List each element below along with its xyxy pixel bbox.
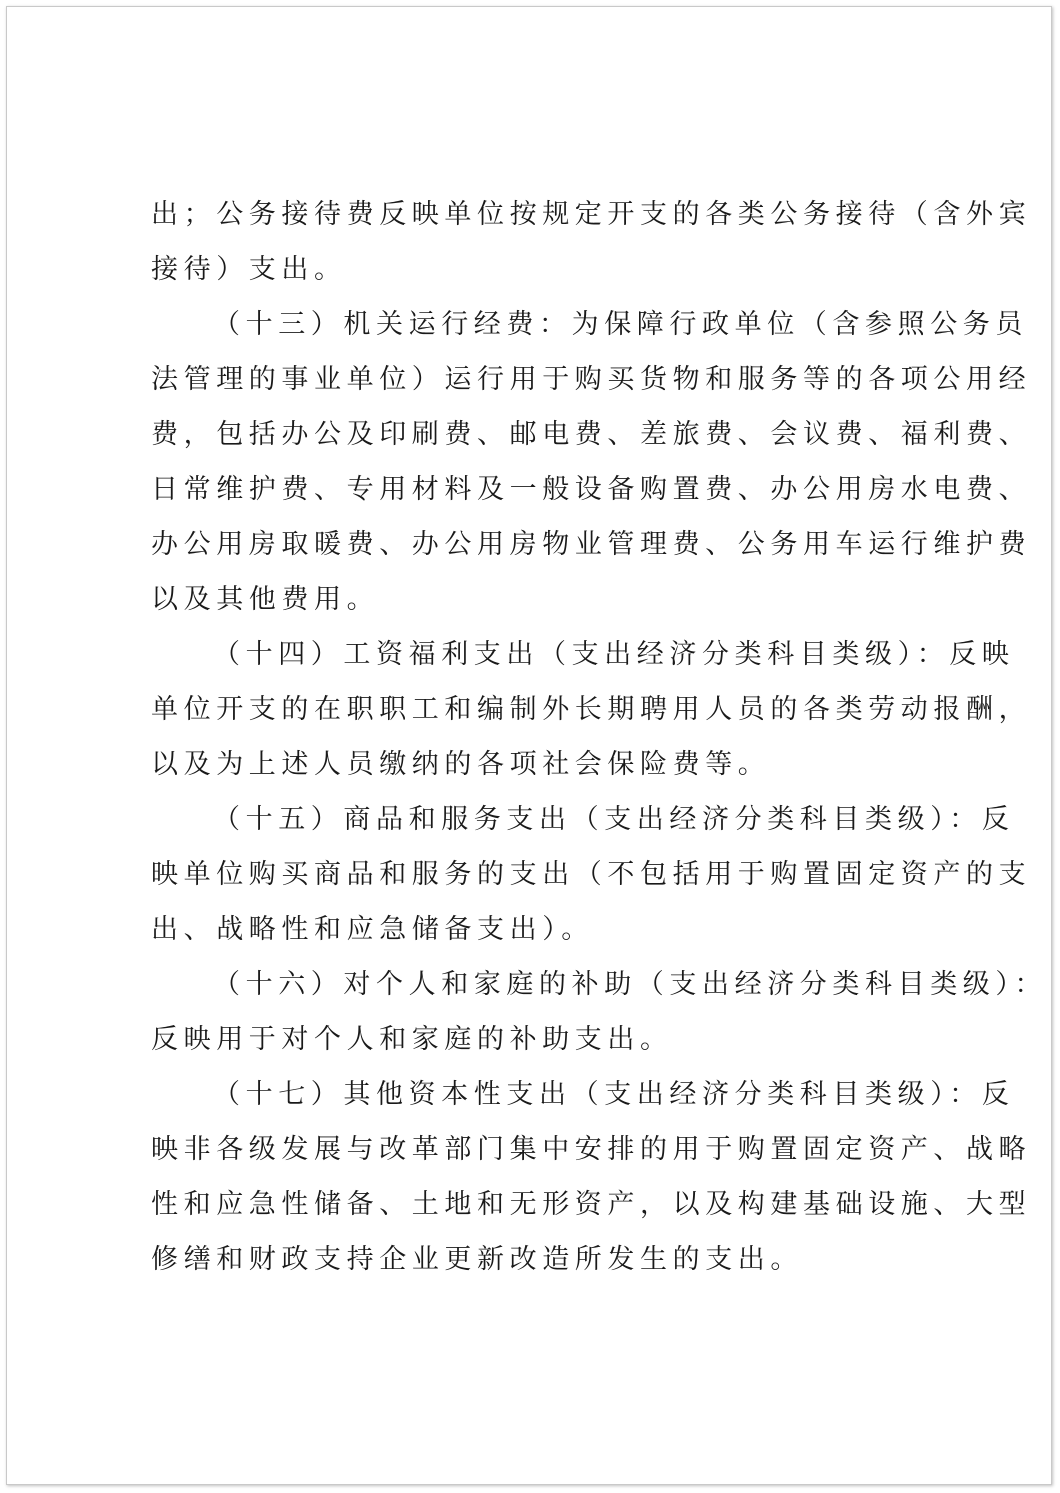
page <box>6 6 1052 1485</box>
text-line: 以及为上述人员缴纳的各项社会保险费等。 <box>151 749 771 780</box>
text-line: 法管理的事业单位）运行用于购买货物和服务等的各项公用经 <box>151 364 1032 395</box>
section-13-heading-line: （十三）机关运行经费：为保障行政单位（含参照公务员 <box>213 309 1028 340</box>
text-line: 映非各级发展与改革部门集中安排的用于购置固定资产、战略 <box>151 1134 1032 1165</box>
text-line: 日常维护费、专用材料及一般设备购置费、办公用房水电费、 <box>151 474 1032 505</box>
text-line: 办公用房取暖费、办公用房物业管理费、公务用车运行维护费 <box>151 529 1032 560</box>
text-line: 以及其他费用。 <box>151 584 380 615</box>
text-line: 反映用于对个人和家庭的补助支出。 <box>151 1024 673 1055</box>
text-line: 映单位购买商品和服务的支出（不包括用于购置固定资产的支 <box>151 859 1032 890</box>
text-line: 性和应急性储备、土地和无形资产，以及构建基础设施、大型 <box>151 1189 1032 1220</box>
text-line: 出、战略性和应急储备支出）。 <box>151 914 594 945</box>
section-15-heading-line: （十五）商品和服务支出（支出经济分类科目类级）：反 <box>213 804 1015 835</box>
section-16-heading-line: （十六）对个人和家庭的补助（支出经济分类科目类级）： <box>213 969 1048 1000</box>
text-line: 修缮和财政支持企业更新改造所发生的支出。 <box>151 1244 803 1275</box>
text-line: 单位开支的在职职工和编制外长期聘用人员的各类劳动报酬， <box>151 694 1032 725</box>
text-line: 接待）支出。 <box>151 254 347 285</box>
section-14-heading-line: （十四）工资福利支出（支出经济分类科目类级）：反映 <box>213 639 1015 670</box>
section-17-heading-line: （十七）其他资本性支出（支出经济分类科目类级）：反 <box>213 1079 1015 1110</box>
text-line: 出；公务接待费反映单位按规定开支的各类公务接待（含外宾 <box>151 199 1032 230</box>
text-line: 费，包括办公及印刷费、邮电费、差旅费、会议费、福利费、 <box>151 419 1032 450</box>
